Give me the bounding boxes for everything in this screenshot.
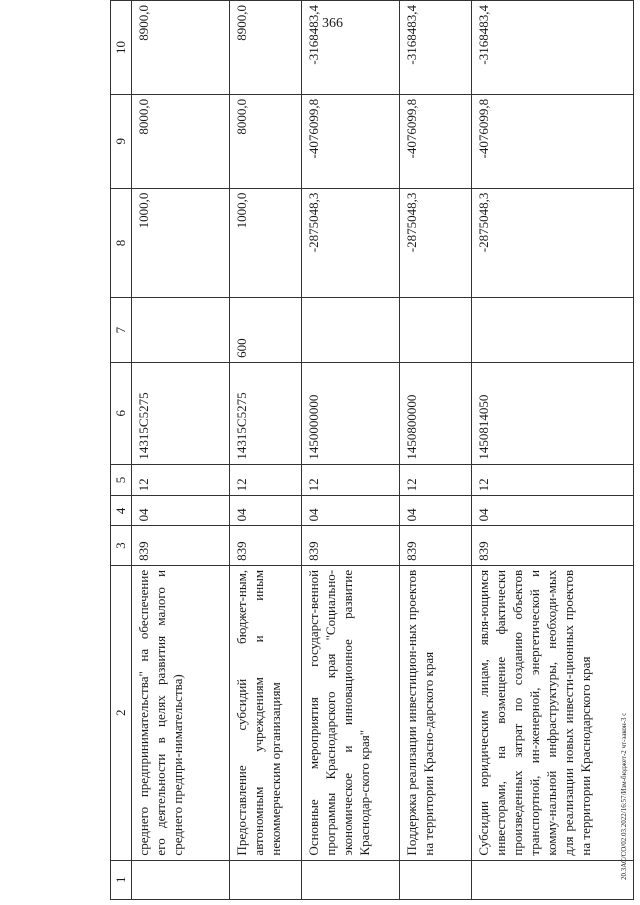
row-expense-type — [400, 298, 472, 362]
row-amount-3: 8900,0 — [230, 1, 302, 95]
row-index — [132, 860, 230, 899]
table-row — [302, 1, 400, 900]
budget-table — [110, 0, 634, 900]
row-amount-1: 1000,0 — [230, 188, 302, 298]
row-amount-3: 8900,0 — [132, 1, 230, 95]
row-ministry-code: 839 — [132, 526, 230, 566]
table-row — [472, 1, 634, 900]
row-subsection-code: 12 — [472, 464, 634, 496]
row-amount-3: -3168483,4 — [302, 1, 400, 95]
row-amount-1: -2875048,3 — [400, 188, 472, 298]
row-section-code: 04 — [472, 496, 634, 526]
header-col-6: 6 — [111, 362, 132, 464]
row-index — [302, 860, 400, 899]
row-target-code: 14315С5275 — [132, 362, 230, 464]
row-subsection-code: 12 — [302, 464, 400, 496]
row-ministry-code: 839 — [400, 526, 472, 566]
document-stamp-text: 20.ЗАС/СО/02.03.2022/16:57/Изм-бюджет-2 чт-закон-3 с — [620, 712, 628, 880]
row-index — [230, 860, 302, 899]
header-col-2: 2 — [111, 565, 132, 860]
table-row — [230, 1, 302, 900]
header-col-4: 4 — [111, 496, 132, 526]
header-col-1: 1 — [111, 860, 132, 899]
header-col-5: 5 — [111, 464, 132, 496]
header-col-8: 8 — [111, 188, 132, 298]
row-amount-2: 8000,0 — [230, 94, 302, 188]
header-col-7: 7 — [111, 298, 132, 362]
row-name: Поддержка реализации инвестицион-ных проектов на территории Красно-дарского края — [400, 565, 472, 860]
page-number: 366 — [322, 16, 343, 31]
row-amount-1: -2875048,3 — [302, 188, 400, 298]
row-expense-type — [302, 298, 400, 362]
row-section-code: 04 — [230, 496, 302, 526]
row-amount-3: -3168483,4 — [472, 1, 634, 95]
row-expense-type: 600 — [230, 298, 302, 362]
row-ministry-code: 839 — [230, 526, 302, 566]
row-subsection-code: 12 — [400, 464, 472, 496]
row-name: Основные мероприятия государст-венной программы Краснодарского края "Социально-экономическое и инновационное развитие Краснодар-ского края" — [302, 565, 400, 860]
row-target-code: 1450000000 — [302, 362, 400, 464]
row-target-code: 1450800000 — [400, 362, 472, 464]
row-section-code: 04 — [400, 496, 472, 526]
row-amount-2: 8000,0 — [132, 94, 230, 188]
row-name: Предоставление субсидий бюджет-ным, автономным учреждениям и иным некоммерческим организациям — [230, 565, 302, 860]
table-row — [400, 1, 472, 900]
header-col-10: 10 — [111, 1, 132, 95]
row-index — [472, 860, 634, 899]
header-col-9: 9 — [111, 94, 132, 188]
row-amount-2: -4076099,8 — [400, 94, 472, 188]
row-index — [400, 860, 472, 899]
row-amount-2: -4076099,8 — [472, 94, 634, 188]
row-amount-2: -4076099,8 — [302, 94, 400, 188]
row-name: среднего предпринимательства" на обеспечение его деятельности в целях развития малого и среднего предпри-нимательства) — [132, 565, 230, 860]
row-target-code: 1450814050 — [472, 362, 634, 464]
row-expense-type — [472, 298, 634, 362]
row-subsection-code: 12 — [230, 464, 302, 496]
row-section-code: 04 — [302, 496, 400, 526]
row-target-code: 14315С5275 — [230, 362, 302, 464]
row-amount-1: -2875048,3 — [472, 188, 634, 298]
row-ministry-code: 839 — [472, 526, 634, 566]
row-ministry-code: 839 — [302, 526, 400, 566]
row-amount-1: 1000,0 — [132, 188, 230, 298]
row-section-code: 04 — [132, 496, 230, 526]
table-header-row — [111, 1, 132, 900]
header-col-3: 3 — [111, 526, 132, 566]
row-amount-3: -3168483,4 — [400, 1, 472, 95]
row-subsection-code: 12 — [132, 464, 230, 496]
row-name: Субсидии юридическим лицам, явля-ющимся инвесторами, на возмещение фактически произведенных затрат по созданию объектов транспортной, ин-женерной, энергетической и комму-нальной инфраструктуры, необходи-мых для реализации новых инвести-ционных проектов на территории Краснодарского края — [472, 565, 634, 860]
table-row — [132, 1, 230, 900]
row-expense-type — [132, 298, 230, 362]
